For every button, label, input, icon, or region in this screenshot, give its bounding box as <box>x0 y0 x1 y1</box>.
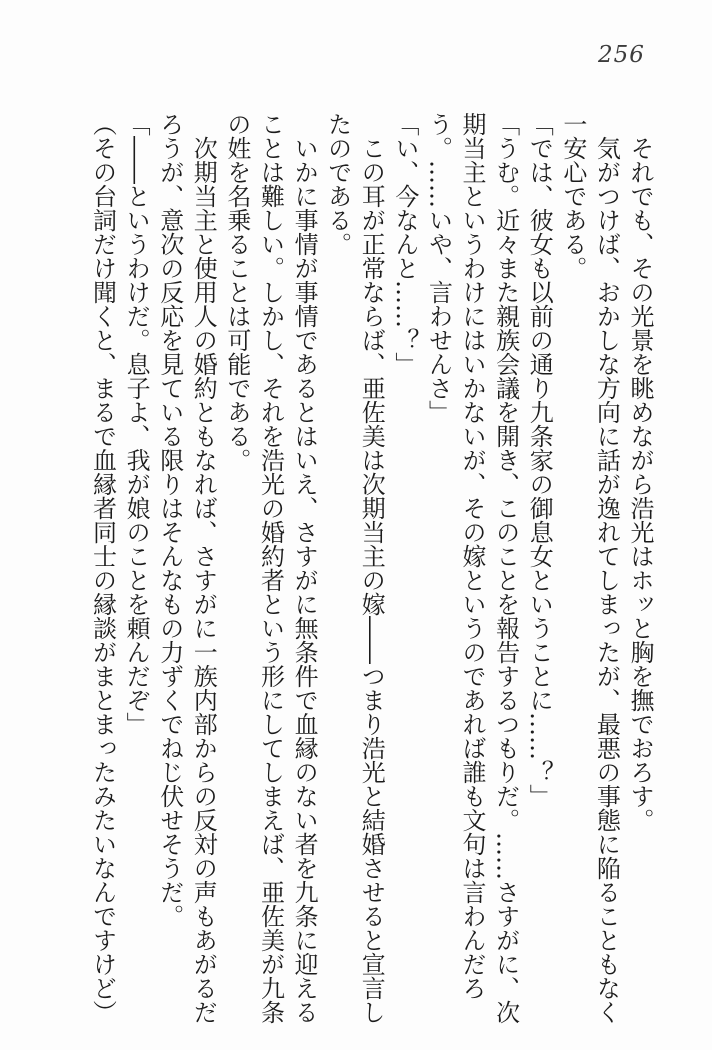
paragraph-thought: （その台詞だけ聞くと、まるで血縁者同士の縁談がまとまったみたいなんですけど） <box>88 112 117 1024</box>
vertical-text-block <box>85 112 656 1032</box>
paragraph-dialogue: 「うむ。近々また親族会議を開き、このことを報告するつもりだ。……さすがに、次期当主というわけにはいかないが、その嫁というのであれば誰も文句は言わんだろう。……いや、言わせんさ」 <box>424 112 520 1024</box>
paragraph: それでも、その光景を眺めながら浩光はホッと胸を撫でおろす。 <box>626 136 654 832</box>
page-number: 256 <box>598 42 645 68</box>
paragraph: 次期当主と使用人の婚約ともなれば、さすがに一族内部からの反対の声もあがるだろうが、意次の反応を見ている限りはそんなもの力ずくでねじ伏せそうだ。 <box>155 112 218 1024</box>
paragraph: この耳が正常ならば、亜佐美は次期当主の嫁――つまり浩光と結婚させると宣言したのである。 <box>323 112 386 1024</box>
paragraph: いかに事情が事情であるとはいえ、さすがに無条件で血縁のない者を九条に迎えることは難しい。しかし、それを浩光の婚約者という形にしてしまえば、亜佐美が九条の姓を名乗ることは可能である。 <box>222 112 319 1024</box>
paragraph-dialogue: 「い、今なんと……？」 <box>390 112 419 376</box>
paragraph-dialogue: 「では、彼女も以前の通り九条家の御息女ということに……？」 <box>525 112 554 808</box>
paragraph-dialogue: 「――というわけだ。息子よ、我が娘のことを頼んだぞ」 <box>122 112 151 736</box>
paragraph: 気がつけば、おかしな方向に話が逸れてしまったが、最悪の事態に陥ることもなく一安心である。 <box>558 112 621 1024</box>
